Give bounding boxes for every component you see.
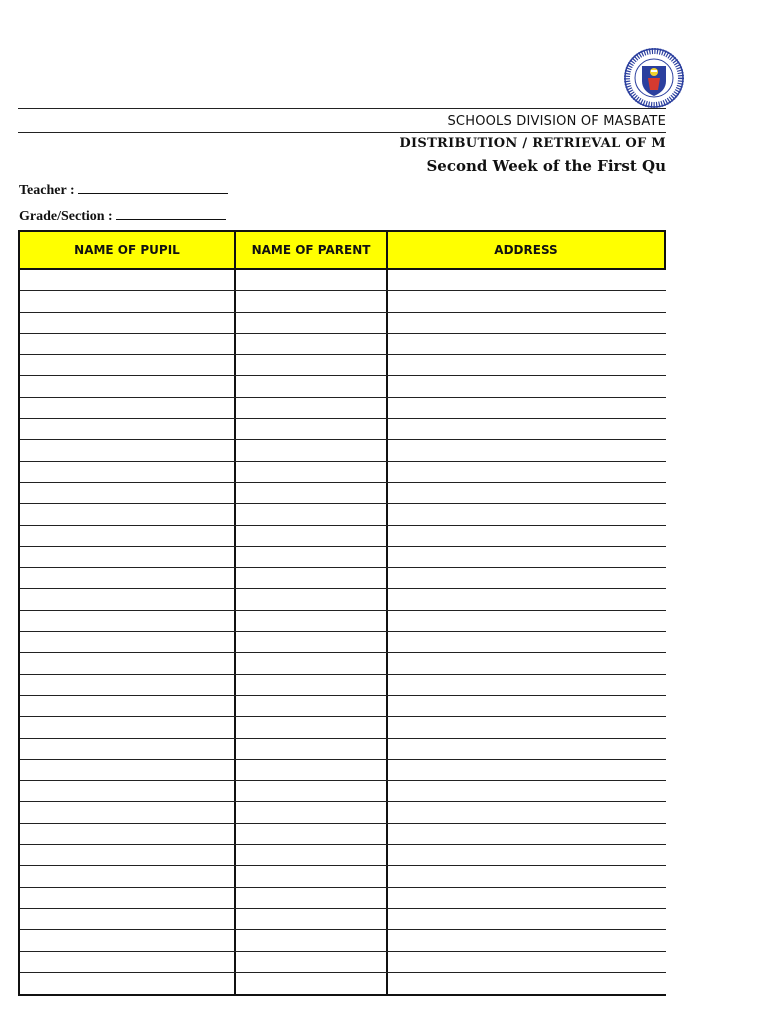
parent-name-cell[interactable] <box>236 888 388 908</box>
table-row <box>20 334 666 355</box>
address-cell[interactable] <box>388 483 666 503</box>
parent-name-cell[interactable] <box>236 653 388 673</box>
address-cell[interactable] <box>388 547 666 567</box>
pupil-name-cell[interactable] <box>20 632 236 652</box>
parent-name-cell[interactable] <box>236 973 388 994</box>
parent-name-cell[interactable] <box>236 589 388 609</box>
pupil-name-cell[interactable] <box>20 696 236 716</box>
address-cell[interactable] <box>388 760 666 780</box>
pupil-name-cell[interactable] <box>20 462 236 482</box>
parent-name-cell[interactable] <box>236 483 388 503</box>
parent-name-cell[interactable] <box>236 504 388 524</box>
address-cell[interactable] <box>388 462 666 482</box>
column-header-name-of-parent: NAME OF PARENT <box>236 232 388 268</box>
parent-name-cell[interactable] <box>236 760 388 780</box>
table-row <box>20 973 666 994</box>
table-row <box>20 781 666 802</box>
parent-name-cell[interactable] <box>236 930 388 950</box>
address-cell[interactable] <box>388 930 666 950</box>
pupil-name-cell[interactable] <box>20 419 236 439</box>
parent-name-cell[interactable] <box>236 632 388 652</box>
parent-name-cell[interactable] <box>236 824 388 844</box>
table-row <box>20 760 666 781</box>
table-row <box>20 547 666 568</box>
address-cell[interactable] <box>388 632 666 652</box>
table-row <box>20 398 666 419</box>
pupil-name-cell[interactable] <box>20 291 236 311</box>
address-cell[interactable] <box>388 909 666 929</box>
table-row <box>20 419 666 440</box>
parent-name-cell[interactable] <box>236 270 388 290</box>
table-row <box>20 313 666 334</box>
address-cell[interactable] <box>388 270 666 290</box>
parent-name-cell[interactable] <box>236 376 388 396</box>
parent-name-cell[interactable] <box>236 398 388 418</box>
parent-name-cell[interactable] <box>236 675 388 695</box>
table-row <box>20 270 666 291</box>
pupil-name-cell[interactable] <box>20 398 236 418</box>
deped-seal-icon <box>618 48 690 108</box>
table-row <box>20 845 666 866</box>
table-row <box>20 909 666 930</box>
table-row <box>20 675 666 696</box>
address-cell[interactable] <box>388 568 666 588</box>
address-cell[interactable] <box>388 611 666 631</box>
table-row <box>20 504 666 525</box>
address-cell[interactable] <box>388 824 666 844</box>
table-row <box>20 717 666 738</box>
address-cell[interactable] <box>388 888 666 908</box>
pupil-name-cell[interactable] <box>20 270 236 290</box>
parent-name-cell[interactable] <box>236 952 388 972</box>
table-row <box>20 440 666 461</box>
pupil-name-cell[interactable] <box>20 589 236 609</box>
column-header-name-of-pupil: NAME OF PUPIL <box>20 232 236 268</box>
pupil-name-cell[interactable] <box>20 355 236 375</box>
pupil-name-cell[interactable] <box>20 547 236 567</box>
table-body <box>18 270 666 996</box>
address-cell[interactable] <box>388 526 666 546</box>
teacher-blank-line <box>78 181 228 194</box>
table-row <box>20 952 666 973</box>
top-rule <box>18 108 666 109</box>
table-row <box>20 696 666 717</box>
parent-name-cell[interactable] <box>236 845 388 865</box>
pupil-name-cell[interactable] <box>20 909 236 929</box>
address-cell[interactable] <box>388 845 666 865</box>
pupil-name-cell[interactable] <box>20 440 236 460</box>
pupil-name-cell[interactable] <box>20 376 236 396</box>
address-cell[interactable] <box>388 440 666 460</box>
address-cell[interactable] <box>388 973 666 994</box>
address-cell[interactable] <box>388 355 666 375</box>
pupil-name-cell[interactable] <box>20 952 236 972</box>
address-cell[interactable] <box>388 398 666 418</box>
table-row <box>20 355 666 376</box>
address-cell[interactable] <box>388 376 666 396</box>
table-row <box>20 376 666 397</box>
grade-section-field <box>19 207 226 225</box>
address-cell[interactable] <box>388 589 666 609</box>
distribution-title: DISTRIBUTION / RETRIEVAL OF M <box>399 136 666 151</box>
address-cell[interactable] <box>388 653 666 673</box>
parent-name-cell[interactable] <box>236 717 388 737</box>
grade-section-blank-line <box>116 207 226 220</box>
pupil-name-cell[interactable] <box>20 739 236 759</box>
table-row <box>20 802 666 823</box>
address-cell[interactable] <box>388 717 666 737</box>
table-row <box>20 930 666 951</box>
teacher-field <box>19 181 228 199</box>
parent-name-cell[interactable] <box>236 462 388 482</box>
pupil-name-cell[interactable] <box>20 526 236 546</box>
pupil-name-cell[interactable] <box>20 504 236 524</box>
table-row <box>20 739 666 760</box>
division-title: SCHOOLS DIVISION OF MASBATE <box>447 114 666 129</box>
parent-name-cell[interactable] <box>236 547 388 567</box>
table-row <box>20 824 666 845</box>
table-row <box>20 291 666 312</box>
address-cell[interactable] <box>388 313 666 333</box>
parent-name-cell[interactable] <box>236 802 388 822</box>
week-subtitle: Second Week of the First Qu <box>426 157 666 175</box>
table-row <box>20 462 666 483</box>
pupil-name-cell[interactable] <box>20 866 236 886</box>
pupil-name-cell[interactable] <box>20 717 236 737</box>
table-row <box>20 653 666 674</box>
parent-name-cell[interactable] <box>236 355 388 375</box>
table-row <box>20 632 666 653</box>
pupil-name-cell[interactable] <box>20 781 236 801</box>
parent-name-cell[interactable] <box>236 568 388 588</box>
address-cell[interactable] <box>388 504 666 524</box>
pupil-name-cell[interactable] <box>20 568 236 588</box>
pupil-table <box>18 230 666 996</box>
parent-name-cell[interactable] <box>236 866 388 886</box>
column-header-address: ADDRESS <box>494 243 558 257</box>
pupil-name-cell[interactable] <box>20 653 236 673</box>
address-cell[interactable] <box>388 291 666 311</box>
address-cell[interactable] <box>388 952 666 972</box>
address-cell[interactable] <box>388 802 666 822</box>
table-row <box>20 888 666 909</box>
address-cell[interactable] <box>388 675 666 695</box>
pupil-name-cell[interactable] <box>20 845 236 865</box>
address-cell[interactable] <box>388 334 666 354</box>
pupil-name-cell[interactable] <box>20 888 236 908</box>
parent-name-cell[interactable] <box>236 440 388 460</box>
address-cell[interactable] <box>388 781 666 801</box>
second-rule <box>18 132 666 133</box>
address-cell[interactable] <box>388 696 666 716</box>
pupil-name-cell[interactable] <box>20 824 236 844</box>
parent-name-cell[interactable] <box>236 696 388 716</box>
parent-name-cell[interactable] <box>236 611 388 631</box>
parent-name-cell[interactable] <box>236 909 388 929</box>
address-cell[interactable] <box>388 419 666 439</box>
teacher-label: Teacher : <box>19 183 75 198</box>
parent-name-cell[interactable] <box>236 313 388 333</box>
table-row <box>20 611 666 632</box>
pupil-name-cell[interactable] <box>20 675 236 695</box>
address-cell[interactable] <box>388 866 666 886</box>
pupil-name-cell[interactable] <box>20 313 236 333</box>
parent-name-cell[interactable] <box>236 334 388 354</box>
pupil-name-cell[interactable] <box>20 973 236 994</box>
parent-name-cell[interactable] <box>236 739 388 759</box>
table-row <box>20 526 666 547</box>
table-row <box>20 483 666 504</box>
grade-section-label: Grade/Section : <box>19 209 113 224</box>
pupil-name-cell[interactable] <box>20 483 236 503</box>
table-header <box>18 230 666 270</box>
table-row <box>20 568 666 589</box>
pupil-name-cell[interactable] <box>20 760 236 780</box>
table-row <box>20 589 666 610</box>
parent-name-cell[interactable] <box>236 419 388 439</box>
address-cell[interactable] <box>388 739 666 759</box>
pupil-name-cell[interactable] <box>20 930 236 950</box>
pupil-name-cell[interactable] <box>20 611 236 631</box>
pupil-name-cell[interactable] <box>20 802 236 822</box>
table-row <box>20 866 666 887</box>
parent-name-cell[interactable] <box>236 781 388 801</box>
parent-name-cell[interactable] <box>236 526 388 546</box>
pupil-name-cell[interactable] <box>20 334 236 354</box>
parent-name-cell[interactable] <box>236 291 388 311</box>
